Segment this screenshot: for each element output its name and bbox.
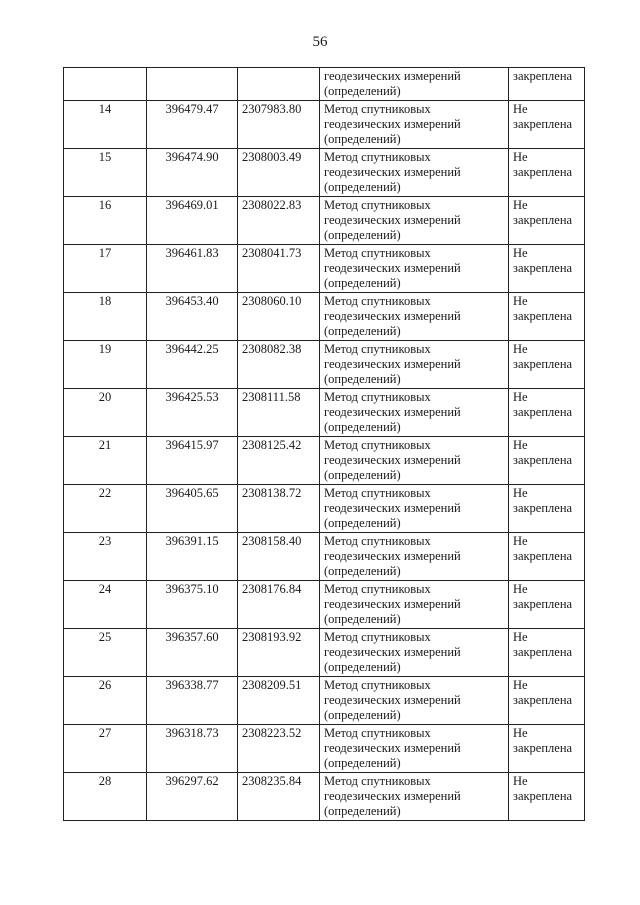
y-coordinate-cell: 2308209.51 xyxy=(238,677,320,725)
method-line: геодезических измерений xyxy=(324,549,461,563)
fixation-line: закреплена xyxy=(513,309,573,323)
table-row xyxy=(64,629,585,677)
fixation-cell xyxy=(509,341,585,389)
fixation-line: закреплена xyxy=(513,501,573,515)
fixation-line: Не xyxy=(513,150,528,164)
x-coordinate-cell: 396461.83 xyxy=(147,245,238,293)
fixation-cell xyxy=(509,389,585,437)
coordinates-table xyxy=(63,67,585,821)
method-line: (определений) xyxy=(324,708,401,722)
method-cell xyxy=(320,581,509,629)
method-line: геодезических измерений xyxy=(324,453,461,467)
fixation-line: Не xyxy=(513,678,528,692)
fixation-line: закреплена xyxy=(513,453,573,467)
y-coordinate-cell: 2308003.49 xyxy=(238,149,320,197)
method-cell xyxy=(320,485,509,533)
fixation-line: закреплена xyxy=(513,165,573,179)
point-number-cell: 21 xyxy=(64,437,147,485)
table-row xyxy=(64,437,585,485)
fixation-line: Не xyxy=(513,294,528,308)
fixation-line: Не xyxy=(513,390,528,404)
table-row xyxy=(64,101,585,149)
method-cell xyxy=(320,149,509,197)
fixation-line: Не xyxy=(513,486,528,500)
method-cell xyxy=(320,677,509,725)
method-line: геодезических измерений xyxy=(324,693,461,707)
fixation-line: Не xyxy=(513,246,528,260)
method-line: Метод спутниковых xyxy=(324,678,431,692)
point-number-cell: 27 xyxy=(64,725,147,773)
fixation-line: закреплена xyxy=(513,693,573,707)
method-cell xyxy=(320,293,509,341)
method-line: (определений) xyxy=(324,132,401,146)
fixation-line: Не xyxy=(513,582,528,596)
fixation-line: Не xyxy=(513,534,528,548)
fixation-line: закреплена xyxy=(513,69,573,83)
method-line: Метод спутниковых xyxy=(324,342,431,356)
y-coordinate-cell: 2308158.40 xyxy=(238,533,320,581)
method-line: (определений) xyxy=(324,180,401,194)
y-coordinate-cell: 2308082.38 xyxy=(238,341,320,389)
fixation-cell xyxy=(509,149,585,197)
table-row xyxy=(64,197,585,245)
table-body xyxy=(64,68,585,821)
fixation-cell xyxy=(509,677,585,725)
table-row xyxy=(64,773,585,821)
fixation-line: закреплена xyxy=(513,405,573,419)
method-line: (определений) xyxy=(324,468,401,482)
fixation-cell xyxy=(509,725,585,773)
x-coordinate-cell: 396415.97 xyxy=(147,437,238,485)
point-number-cell: 22 xyxy=(64,485,147,533)
x-coordinate-cell: 396453.40 xyxy=(147,293,238,341)
method-line: Метод спутниковых xyxy=(324,246,431,260)
y-coordinate-cell: 2308138.72 xyxy=(238,485,320,533)
point-number-cell: 18 xyxy=(64,293,147,341)
fixation-line: закреплена xyxy=(513,261,573,275)
method-line: геодезических измерений xyxy=(324,645,461,659)
x-coordinate-cell: 396469.01 xyxy=(147,197,238,245)
method-line: геодезических измерений xyxy=(324,501,461,515)
table-row xyxy=(64,677,585,725)
method-line: (определений) xyxy=(324,276,401,290)
fixation-line: закреплена xyxy=(513,741,573,755)
x-coordinate-cell: 396479.47 xyxy=(147,101,238,149)
point-number-cell: 26 xyxy=(64,677,147,725)
y-coordinate-cell: 2308176.84 xyxy=(238,581,320,629)
y-coordinate-cell: 2308125.42 xyxy=(238,437,320,485)
fixation-line: закреплена xyxy=(513,549,573,563)
method-line: Метод спутниковых xyxy=(324,582,431,596)
fixation-line: Не xyxy=(513,102,528,116)
method-line: (определений) xyxy=(324,564,401,578)
fixation-line: закреплена xyxy=(513,789,573,803)
method-line: геодезических измерений xyxy=(324,69,461,83)
point-number-cell: 25 xyxy=(64,629,147,677)
page-number: 56 xyxy=(312,34,328,50)
x-coordinate-cell: 396405.65 xyxy=(147,485,238,533)
method-line: Метод спутниковых xyxy=(324,774,431,788)
method-line: Метод спутниковых xyxy=(324,534,431,548)
point-number-cell: 15 xyxy=(64,149,147,197)
x-coordinate-cell: 396338.77 xyxy=(147,677,238,725)
x-coordinate-cell: 396442.25 xyxy=(147,341,238,389)
method-line: Метод спутниковых xyxy=(324,630,431,644)
method-line: геодезических измерений xyxy=(324,165,461,179)
method-line: геодезических измерений xyxy=(324,405,461,419)
fixation-cell xyxy=(509,245,585,293)
method-line: (определений) xyxy=(324,324,401,338)
fixation-cell xyxy=(509,581,585,629)
method-line: (определений) xyxy=(324,228,401,242)
method-cell xyxy=(320,725,509,773)
fixation-line: Не xyxy=(513,630,528,644)
y-coordinate-cell xyxy=(238,68,320,101)
method-cell xyxy=(320,245,509,293)
method-line: Метод спутниковых xyxy=(324,102,431,116)
method-line: геодезических измерений xyxy=(324,261,461,275)
y-coordinate-cell: 2308235.84 xyxy=(238,773,320,821)
point-number-cell: 16 xyxy=(64,197,147,245)
fixation-line: закреплена xyxy=(513,213,573,227)
table-row xyxy=(64,149,585,197)
table-row xyxy=(64,725,585,773)
method-line: Метод спутниковых xyxy=(324,438,431,452)
fixation-line: Не xyxy=(513,438,528,452)
method-line: геодезических измерений xyxy=(324,741,461,755)
method-cell xyxy=(320,197,509,245)
method-cell xyxy=(320,101,509,149)
table-row xyxy=(64,485,585,533)
fixation-line: закреплена xyxy=(513,645,573,659)
method-line: (определений) xyxy=(324,756,401,770)
y-coordinate-cell: 2308060.10 xyxy=(238,293,320,341)
fixation-cell xyxy=(509,293,585,341)
fixation-cell xyxy=(509,197,585,245)
method-line: геодезических измерений xyxy=(324,597,461,611)
y-coordinate-cell: 2308111.58 xyxy=(238,389,320,437)
method-line: Метод спутниковых xyxy=(324,726,431,740)
y-coordinate-cell: 2308193.92 xyxy=(238,629,320,677)
x-coordinate-cell: 396297.62 xyxy=(147,773,238,821)
fixation-cell xyxy=(509,485,585,533)
method-line: (определений) xyxy=(324,660,401,674)
method-cell xyxy=(320,437,509,485)
method-line: Метод спутниковых xyxy=(324,150,431,164)
method-line: (определений) xyxy=(324,84,401,98)
table-row xyxy=(64,533,585,581)
x-coordinate-cell: 396391.15 xyxy=(147,533,238,581)
fixation-cell xyxy=(509,101,585,149)
continuation-row xyxy=(64,68,585,101)
fixation-cell xyxy=(509,68,585,101)
fixation-cell xyxy=(509,437,585,485)
x-coordinate-cell xyxy=(147,68,238,101)
method-cell xyxy=(320,389,509,437)
method-line: Метод спутниковых xyxy=(324,198,431,212)
method-line: Метод спутниковых xyxy=(324,390,431,404)
table-row xyxy=(64,245,585,293)
fixation-line: Не xyxy=(513,198,528,212)
table-row xyxy=(64,293,585,341)
point-number-cell: 17 xyxy=(64,245,147,293)
method-cell xyxy=(320,629,509,677)
method-line: геодезических измерений xyxy=(324,309,461,323)
x-coordinate-cell: 396318.73 xyxy=(147,725,238,773)
fixation-line: закреплена xyxy=(513,117,573,131)
table-row xyxy=(64,581,585,629)
fixation-cell xyxy=(509,533,585,581)
method-line: геодезических измерений xyxy=(324,117,461,131)
x-coordinate-cell: 396375.10 xyxy=(147,581,238,629)
point-number-cell: 24 xyxy=(64,581,147,629)
method-cell xyxy=(320,68,509,101)
method-line: (определений) xyxy=(324,612,401,626)
fixation-line: Не xyxy=(513,726,528,740)
y-coordinate-cell: 2308022.83 xyxy=(238,197,320,245)
method-line: геодезических измерений xyxy=(324,357,461,371)
x-coordinate-cell: 396474.90 xyxy=(147,149,238,197)
method-line: (определений) xyxy=(324,804,401,818)
method-line: геодезических измерений xyxy=(324,213,461,227)
point-number-cell: 23 xyxy=(64,533,147,581)
fixation-cell xyxy=(509,629,585,677)
method-cell xyxy=(320,341,509,389)
y-coordinate-cell: 2308223.52 xyxy=(238,725,320,773)
table-row xyxy=(64,341,585,389)
fixation-line: Не xyxy=(513,342,528,356)
x-coordinate-cell: 396357.60 xyxy=(147,629,238,677)
point-number-cell: 14 xyxy=(64,101,147,149)
x-coordinate-cell: 396425.53 xyxy=(147,389,238,437)
method-line: (определений) xyxy=(324,516,401,530)
method-line: Метод спутниковых xyxy=(324,486,431,500)
method-line: (определений) xyxy=(324,420,401,434)
method-cell xyxy=(320,773,509,821)
point-number-cell xyxy=(64,68,147,101)
point-number-cell: 19 xyxy=(64,341,147,389)
point-number-cell: 28 xyxy=(64,773,147,821)
fixation-line: закреплена xyxy=(513,357,573,371)
table-row xyxy=(64,389,585,437)
fixation-line: закреплена xyxy=(513,597,573,611)
method-cell xyxy=(320,533,509,581)
y-coordinate-cell: 2308041.73 xyxy=(238,245,320,293)
point-number-cell: 20 xyxy=(64,389,147,437)
method-line: геодезических измерений xyxy=(324,789,461,803)
fixation-line: Не xyxy=(513,774,528,788)
method-line: Метод спутниковых xyxy=(324,294,431,308)
method-line: (определений) xyxy=(324,372,401,386)
y-coordinate-cell: 2307983.80 xyxy=(238,101,320,149)
fixation-cell xyxy=(509,773,585,821)
